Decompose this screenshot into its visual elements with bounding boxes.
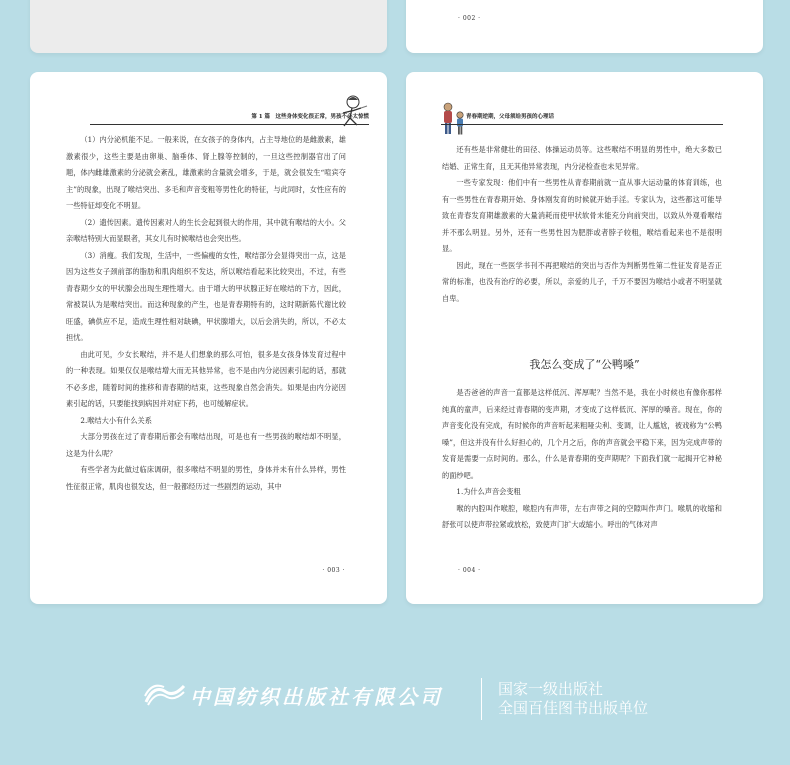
- paragraph: 一些专家发现：他们中有一些男性从青春期前就一直从事大运动量的体育训练，也有一些男性在青春期开始、身体刚发育的时候就开始手淫。专家认为，这些都这可能导致在青春发育期雄激素的大量消耗而使甲状软骨未能充分向前突出，以致从外观看喉结并不那么明显。另外，还有一些男性因为肥胖或者脖子较粗，喉结看起来也不是很明显。: [442, 178, 722, 253]
- publisher-wave-logo-icon: [144, 680, 186, 706]
- publisher-badge-line-1: 国家一级出版社: [498, 680, 604, 698]
- paragraph: 因此，现在一些医学书刊不再把喉结的突出与否作为判断男性第二性征发育是否正常的标准，也没有治疗的必要，所以，亲爱的儿子，千万不要因为喉结小或者不明显就自卑。: [442, 260, 722, 303]
- paragraph: （3）消瘦。我们发现，生活中，一些偏瘦的女性，喉结部分会显得突出一点，这是因为这些女子颈前部的脂肪和肌肉组织不发达，所以喉结看起来比较突出，不过，有些青春期少女的甲状腺会出现生理性增大。由于增大的甲状腺正好在喉结的下方，因此，常被误认为是喉结突出。而这种现象的产生，也是青春期特有的，这时期新陈代谢比较旺盛，碘供应不足，造成生理性相对缺碘，甲状腺增大，以后会消失的，所以，不必太担忧。: [66, 250, 346, 342]
- previous-page-left-card: [30, 0, 387, 53]
- paragraph: 是否爸爸的声音一直都是这样低沉、浑厚呢？当然不是，我在小时候也有像你那样纯真的童声，后来经过青春期的变声期，才变成了这样低沉、浑厚的嗓音。现在，你的声音变化没有完成，有时候你的声音听起来粗哑尖利、变调，让人尴尬，被戏称为“公鸭嗓”，但这并没有什么好担心的，几个月之后，你的声音就会平稳下来，因为完成声带的发育是需要一点时间的。那么，什么是青春期的变声期呢？下面我们就一起揭开它神秘的面纱吧。: [442, 388, 722, 480]
- running-header: 青春期逆期，父母须给男孩的心理话: [466, 114, 555, 120]
- paragraph: 有些学者为此做过临床调研，很多喉结不明显的男性，身体并未有什么异样，男性性征很正常，肌肉也很发达，但一般都经历过一些剧烈的运动，其中: [66, 465, 346, 491]
- book-page-004: [406, 72, 763, 604]
- subheading: 2.喉结大小有什么关系: [80, 415, 152, 425]
- section-title: 我怎么变成了“公鸭嗓”: [529, 358, 640, 371]
- paragraph: 由此可见，少女长喉结，并不是人们想象的那么可怕，很多是女孩身体发育过程中的一种表现。如果仅仅是喉结增大而无其他异常，也不是由内分泌因素引起的话，那就不必多虑，随着时间的推移和青春期的结束，这些现象自然会消失。如果是由内分泌因素引起的话，只要能找到病因并对症下药，也可缓解症状。: [66, 349, 346, 408]
- subheading: 1.为什么声音会变粗: [456, 487, 521, 496]
- paragraph: 还有些是非常健壮的田径、体操运动员等。这些喉结不明显的男性中，绝大多数已结婚、正常生育，且无其他异常表现，内分泌检查也未见异常。: [442, 145, 722, 171]
- page-number-003: · 003 ·: [322, 567, 345, 574]
- page-body: [66, 132, 346, 495]
- publisher-name: 中国纺织出版社有限公司: [190, 685, 443, 709]
- page-number-002: · 002 ·: [458, 15, 481, 22]
- paragraph: （1）内分泌机能不足。一般来说，在女孩子的身体内，占主导地位的是雌激素，雄激素很少，这些主要是由卵巢、脑垂体、肾上腺等控制的，一旦这些控制器官出了问题，体内雌雄激素的分泌就会紊乱，雄激素的含量就会增多，于是，就会很发生“喧宾夺主”的现象，出现了喉结突出、多毛和声音变粗等男性化的特征，与此同时，女性应有的一些特征却变化不明显。: [66, 135, 346, 210]
- book-page-003: [30, 72, 387, 604]
- previous-page-right-card: [406, 0, 763, 53]
- footer-divider: [481, 678, 482, 720]
- page-number-004: · 004 ·: [458, 567, 481, 574]
- running-boy-illustration-icon: [337, 94, 371, 128]
- running-header: 第 1 篇 这些身体变化很正常，男孩不必太惊慌: [251, 114, 369, 120]
- paragraph: （2）遗传因素。遗传因素对人的生长会起到很大的作用，其中就有喉结的大小。父亲喉结特别大而显眼者，其女儿有时候喉结也会突出些。: [66, 217, 346, 243]
- header-rule: [441, 124, 723, 125]
- page-body: [442, 142, 722, 307]
- paragraph: 喉的内腔叫作喉腔，喉腔内有声带，左右声带之间的空隙叫作声门。喉肌的收缩和舒张可以使声带拉紧或放松，致使声门扩大或缩小。呼出的气体对声: [442, 503, 722, 529]
- father-and-son-illustration-icon: [439, 102, 469, 136]
- paragraph: 大部分男孩在过了青春期后都会有喉结出现，可是也有一些男孩的喉结却不明显，这是为什么呢？: [66, 432, 346, 458]
- publisher-badge-line-2: 全国百佳图书出版单位: [498, 699, 649, 717]
- header-rule: [90, 124, 369, 125]
- page-body-section: [442, 385, 722, 534]
- publisher-footer: [0, 660, 790, 730]
